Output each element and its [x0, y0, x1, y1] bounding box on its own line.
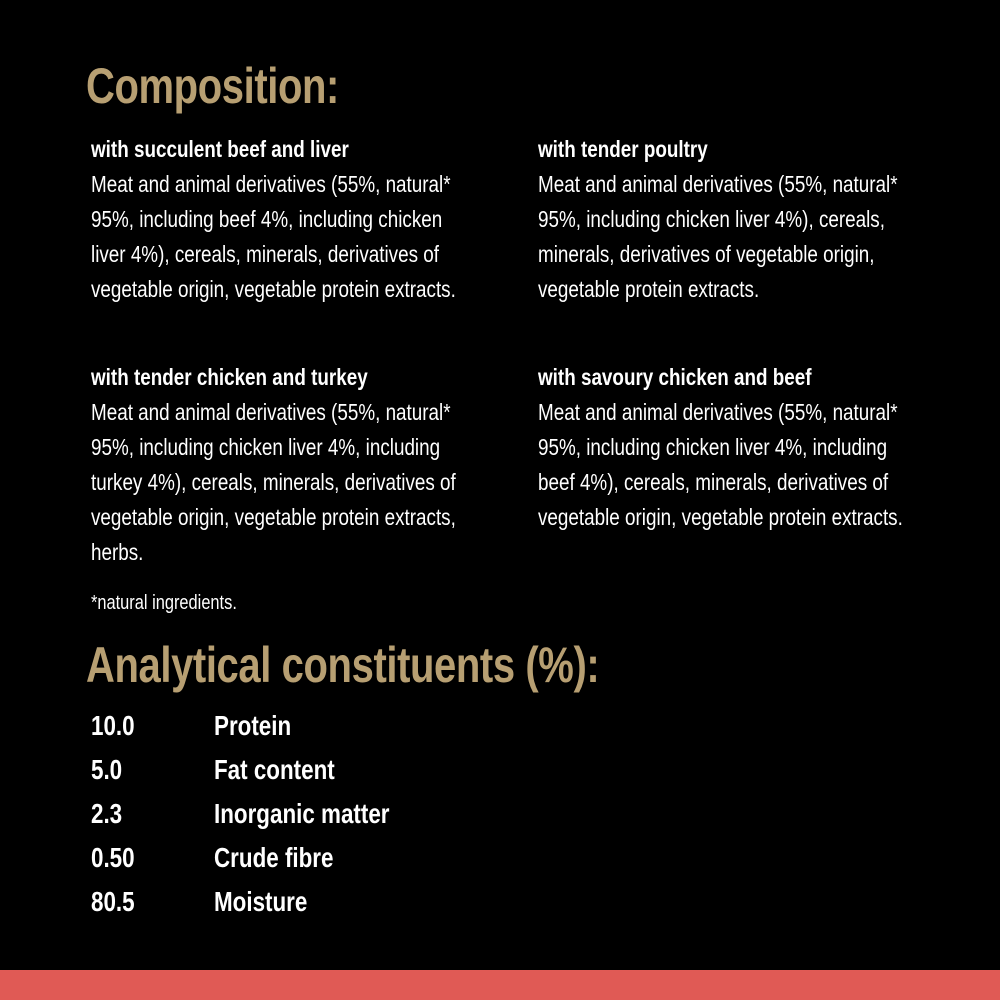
analytical-heading: Analytical constituents (%):	[86, 637, 600, 693]
constituent-name: Fat content	[214, 754, 335, 785]
recipe-title: with tender chicken and turkey	[91, 364, 368, 390]
constituent-name: Protein	[214, 710, 292, 741]
recipe-ingredients: Meat and animal derivatives (55%, natural* 95%, including chicken liver 4%, including turkey 4%), cereals, minerals, derivatives of vegetable origin, vegetable protein extracts, herbs.	[91, 399, 456, 565]
recipe-title: with succulent beef and liver	[91, 136, 349, 162]
constituent-value: 5.0	[91, 754, 123, 785]
recipe-chicken-turkey	[91, 360, 468, 570]
constituent-value: 10.0	[91, 710, 135, 741]
footnote: *natural ingredients.	[91, 592, 237, 614]
recipe-ingredients: Meat and animal derivatives (55%, natural* 95%, including beef 4%, including chicken liver 4%), cereals, minerals, derivatives of vegetable origin, vegetable protein extracts.	[91, 171, 456, 302]
recipe-poultry	[538, 132, 915, 307]
constituent-value: 2.3	[91, 798, 123, 829]
constituent-name: Crude fibre	[214, 842, 334, 873]
recipe-chicken-beef	[538, 360, 915, 535]
constituent-value: 0.50	[91, 842, 135, 873]
recipe-title: with tender poultry	[538, 136, 708, 162]
composition-heading: Composition:	[86, 58, 339, 114]
recipe-beef-liver	[91, 132, 468, 307]
constituent-value: 80.5	[91, 886, 135, 917]
recipe-ingredients: Meat and animal derivatives (55%, natural* 95%, including chicken liver 4%, including beef 4%), cereals, minerals, derivatives of vegetable origin, vegetable protein extracts.	[538, 399, 903, 530]
accent-bar	[0, 970, 1000, 1000]
recipe-ingredients: Meat and animal derivatives (55%, natural* 95%, including chicken liver 4%), cereals, minerals, derivatives of vegetable origin, vegetable protein extracts.	[538, 171, 898, 302]
constituent-name: Moisture	[214, 886, 308, 917]
constituent-name: Inorganic matter	[214, 798, 390, 829]
recipe-title: with savoury chicken and beef	[538, 364, 812, 390]
